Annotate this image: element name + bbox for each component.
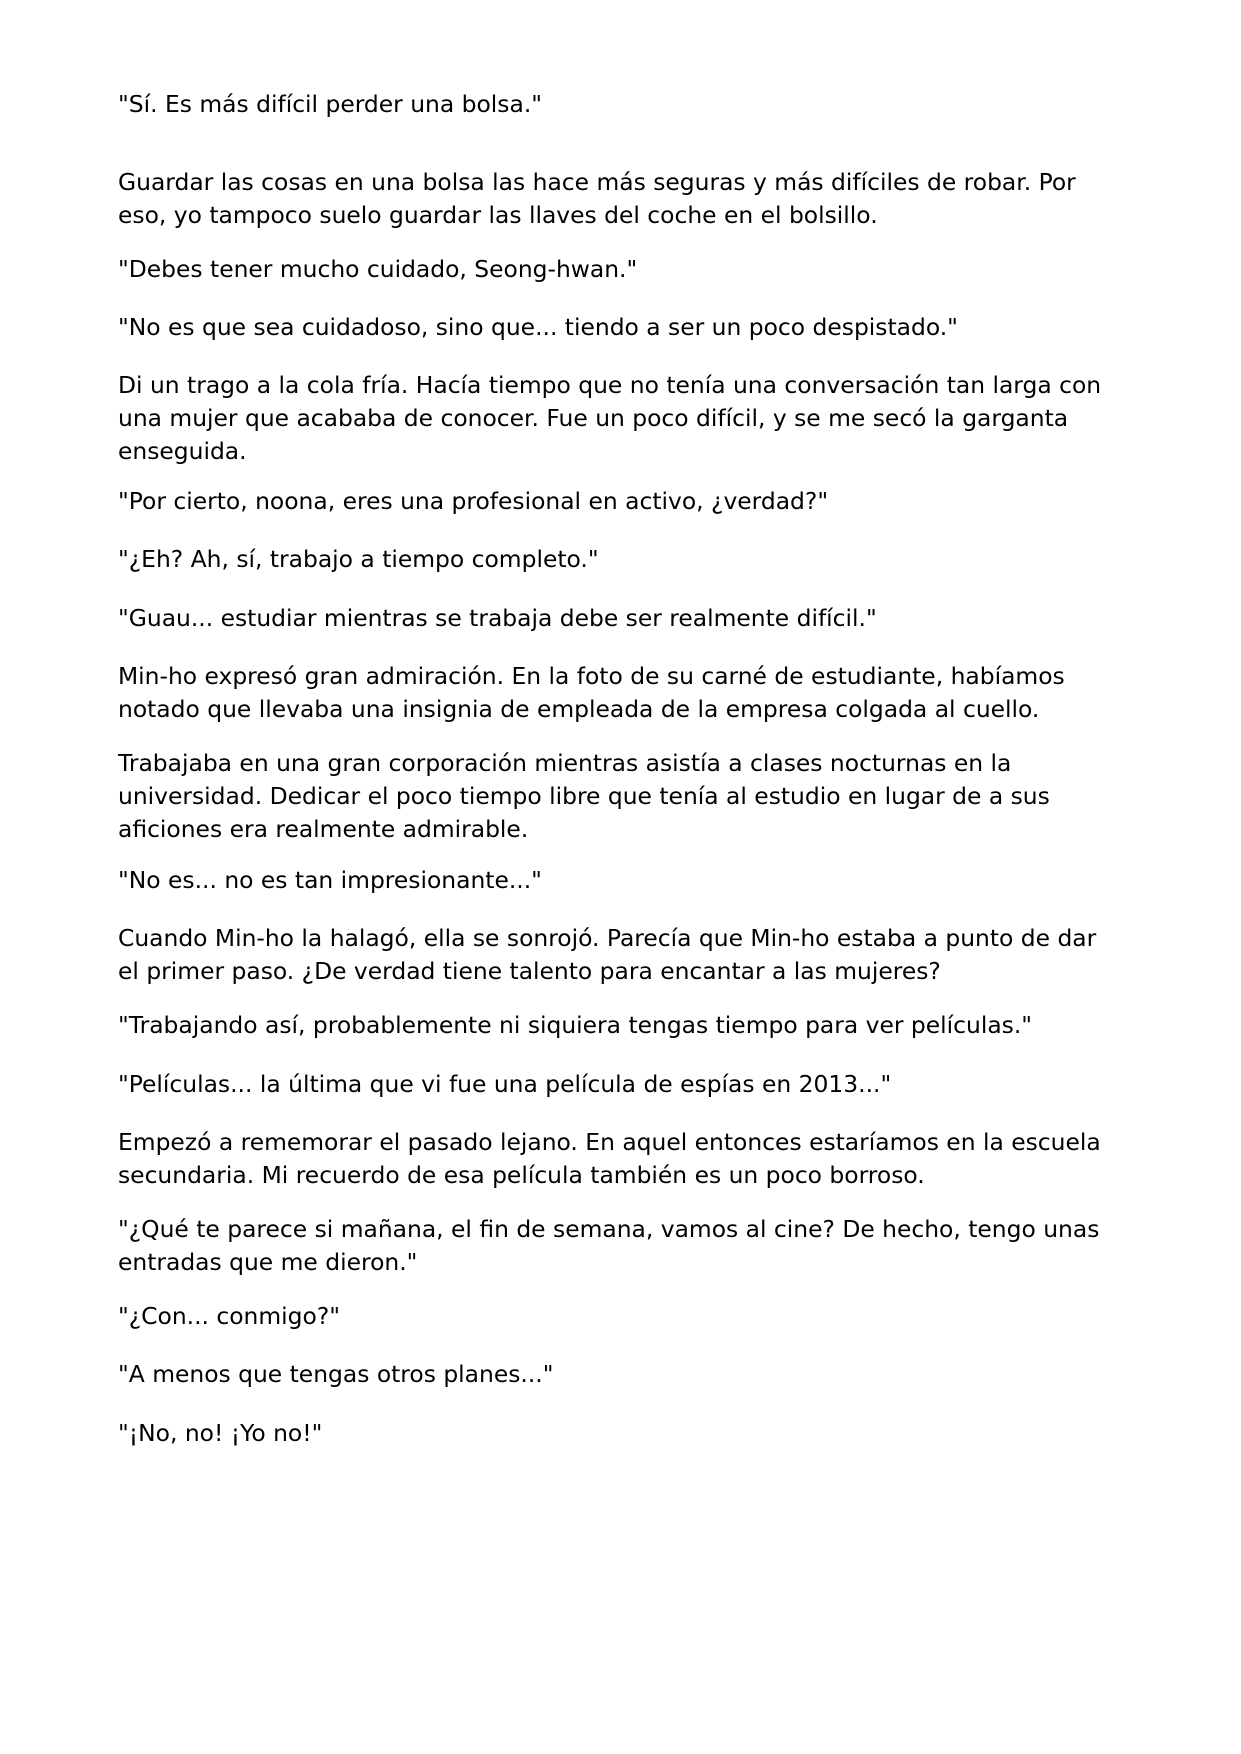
paragraph-dialogue: "A menos que tengas otros planes...": [118, 1360, 554, 1388]
paragraph-line: notado que llevaba una insignia de empleada de la empresa colgada al cuello.: [118, 695, 1040, 723]
paragraph-line: "¿Qué te parece si mañana, el fin de semana, vamos al cine? De hecho, tengo unas: [118, 1215, 1100, 1243]
paragraph-narration: [118, 369, 1128, 468]
paragraph-dialogue: "¿Con... conmigo?": [118, 1302, 340, 1330]
paragraph-dialogue: [118, 1213, 1128, 1279]
paragraph-dialogue: "No es... no es tan impresionante...": [118, 866, 542, 894]
paragraph-dialogue: "Guau... estudiar mientras se trabaja debe ser realmente difícil.": [118, 604, 877, 632]
paragraph-dialogue: "Sí. Es más difícil perder una bolsa.": [118, 90, 543, 118]
paragraph-narration: [118, 660, 1128, 726]
paragraph-dialogue: "¿Eh? Ah, sí, trabajo a tiempo completo.": [118, 545, 599, 573]
paragraph-line: Guardar las cosas en una bolsa las hace más seguras y más difíciles de robar. Por: [118, 168, 1076, 196]
paragraph-narration: [118, 747, 1128, 846]
paragraph-narration: [118, 166, 1128, 232]
paragraph-line: secundaria. Mi recuerdo de esa película también es un poco borroso.: [118, 1161, 925, 1189]
paragraph-line: Min-ho expresó gran admiración. En la foto de su carné de estudiante, habíamos: [118, 662, 1065, 690]
paragraph-line: una mujer que acababa de conocer. Fue un poco difícil, y se me secó la garganta: [118, 404, 1069, 432]
paragraph-line: Di un trago a la cola fría. Hacía tiempo que no tenía una conversación tan larga con: [118, 371, 1102, 399]
paragraph-line: enseguida.: [118, 437, 247, 465]
paragraph-dialogue: "Por cierto, noona, eres una profesional en activo, ¿verdad?": [118, 487, 829, 515]
paragraph-dialogue: "Debes tener mucho cuidado, Seong-hwan.": [118, 255, 638, 283]
paragraph-dialogue: "Películas... la última que vi fue una película de espías en 2013...": [118, 1070, 892, 1098]
paragraph-line: aficiones era realmente admirable.: [118, 815, 529, 843]
paragraph-line: el primer paso. ¿De verdad tiene talento para encantar a las mujeres?: [118, 957, 941, 985]
paragraph-line: Empezó a rememorar el pasado lejano. En aquel entonces estaríamos en la escuela: [118, 1128, 1101, 1156]
paragraph-line: eso, yo tampoco suelo guardar las llaves del coche en el bolsillo.: [118, 201, 878, 229]
paragraph-narration: [118, 1126, 1128, 1192]
paragraph-line: universidad. Dedicar el poco tiempo libre que tenía al estudio en lugar de a sus: [118, 782, 1050, 810]
paragraph-dialogue: "¡No, no! ¡Yo no!": [118, 1419, 323, 1447]
paragraph-dialogue: "Trabajando así, probablemente ni siquiera tengas tiempo para ver películas.": [118, 1011, 1033, 1039]
paragraph-line: Cuando Min-ho la halagó, ella se sonrojó. Parecía que Min-ho estaba a punto de dar: [118, 924, 1097, 952]
paragraph-dialogue: "No es que sea cuidadoso, sino que... tiendo a ser un poco despistado.": [118, 313, 958, 341]
paragraph-narration: [118, 922, 1128, 988]
paragraph-line: Trabajaba en una gran corporación mientras asistía a clases nocturnas en la: [118, 749, 1012, 777]
paragraph-line: entradas que me dieron.": [118, 1248, 418, 1276]
